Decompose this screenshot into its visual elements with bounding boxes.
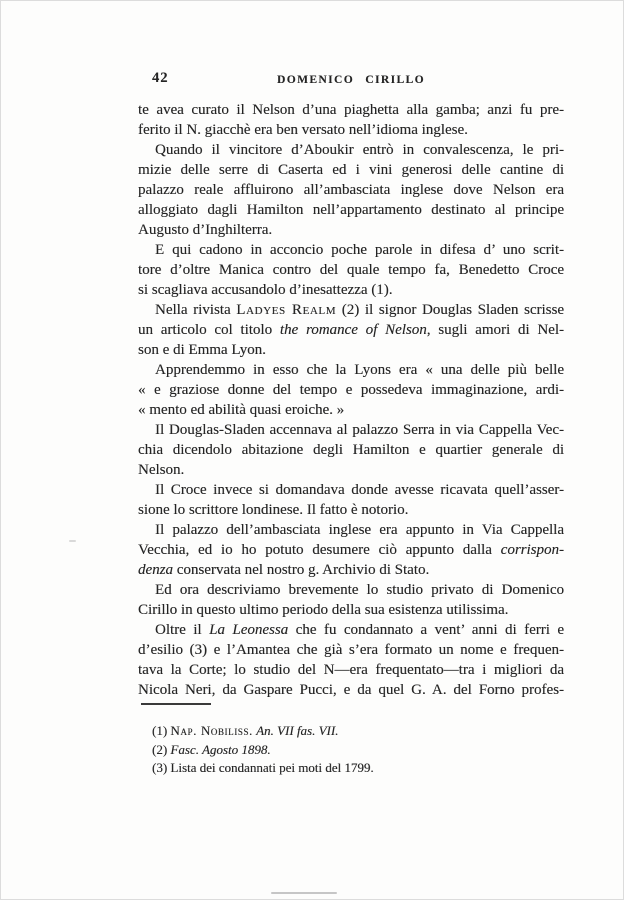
running-title: DOMENICO CIRILLO bbox=[277, 74, 425, 86]
scan-artifact-dot bbox=[69, 540, 76, 542]
text-line: son e di Emma Lyon. bbox=[138, 342, 266, 358]
footnote-line: (3) Lista dei condannati pei moti del 1799. bbox=[152, 760, 374, 775]
text-line: Ed ora descriviamo brevemente lo studio privato di Domenico bbox=[155, 582, 564, 598]
text-line: Nelson. bbox=[138, 462, 185, 478]
text-line: ferito il N. giacchè era ben versato nell’idioma inglese. bbox=[138, 122, 468, 138]
footnote-line: (1) Nap. Nobiliss. An. VII fas. VII. bbox=[152, 723, 339, 738]
text-line: un articolo col titolo the romance of Nelson, sugli amori di Nel- bbox=[138, 322, 565, 338]
text-line: Quando il vincitore d’Aboukir entrò in convalescenza, le pri- bbox=[155, 142, 564, 158]
text-line: chia dicendolo abitazione degli Hamilton e quartier generale di bbox=[138, 442, 564, 458]
text-line: Apprendemmo in esso che la Lyons era « una delle più belle bbox=[155, 362, 564, 378]
text-line: Il Douglas-Sladen accennava al palazzo Serra in via Cappella Vec- bbox=[155, 422, 564, 438]
footnote-line: (2) Fasc. Agosto 1898. bbox=[152, 741, 271, 757]
text-block bbox=[138, 100, 564, 700]
text-line: tava la Corte; lo studio del N—era frequentato—tra i migliori da bbox=[138, 662, 564, 678]
footnote-rule bbox=[141, 703, 211, 705]
scan-artifact-dash bbox=[271, 892, 337, 894]
text-line: Cirillo in questo ultimo periodo della sua esistenza utilissima. bbox=[138, 602, 509, 618]
text-line: Il Croce invece si domandava donde avesse ricavata quell’asser- bbox=[155, 482, 564, 498]
text-line: alloggiato dagli Hamilton nell’appartamento destinato al principe bbox=[138, 202, 564, 218]
text-line: tore d’oltre Manica contro del quale tempo fa, Benedetto Croce bbox=[138, 262, 564, 278]
text-line: denza conservata nel nostro g. Archivio di Stato. bbox=[138, 562, 430, 578]
text-line: Nicola Neri, da Gaspare Pucci, e da quel G. A. del Forno profes- bbox=[138, 682, 564, 698]
text-line: Oltre il La Leonessa che fu condannato a vent’ anni di ferri e bbox=[155, 622, 564, 638]
text-line: « mento ed abilità quasi eroiche. » bbox=[138, 402, 345, 418]
text-line: Il palazzo dell’ambasciata inglese era appunto in Via Cappella bbox=[155, 522, 564, 538]
text-line: Vecchia, ed io ho potuto desumere ciò appunto dalla corrispon- bbox=[138, 542, 564, 558]
text-line: « e graziose donne del tempo e possedeva immaginazione, ardi- bbox=[138, 382, 564, 398]
footnotes bbox=[152, 722, 552, 778]
text-line: Nella rivista Ladyes Realm (2) il signor Douglas Sladen scrisse bbox=[155, 302, 565, 318]
text-line: palazzo reale affluirono all’ambasciata inglese dove Nelson era bbox=[138, 182, 564, 198]
text-line: mizie delle serre di Caserta ed i vini generosi delle cantine di bbox=[138, 162, 564, 178]
text-line: d’esilio (3) e l’Amantea che già s’era formato un nome e frequen- bbox=[138, 642, 564, 658]
text-line: si scagliava accusandolo d’inesattezza (1). bbox=[138, 282, 393, 298]
text-line: te avea curato il Nelson d’una piaghetta alla gamba; anzi fu pre- bbox=[138, 102, 564, 118]
text-line: Augusto d’Inghilterra. bbox=[138, 222, 273, 238]
text-line: sione lo scrittore londinese. Il fatto è notorio. bbox=[138, 502, 409, 518]
text-line: E qui cadono in acconcio poche parole in difesa d’ uno scrit- bbox=[155, 242, 564, 258]
page-number: 42 bbox=[152, 70, 169, 86]
